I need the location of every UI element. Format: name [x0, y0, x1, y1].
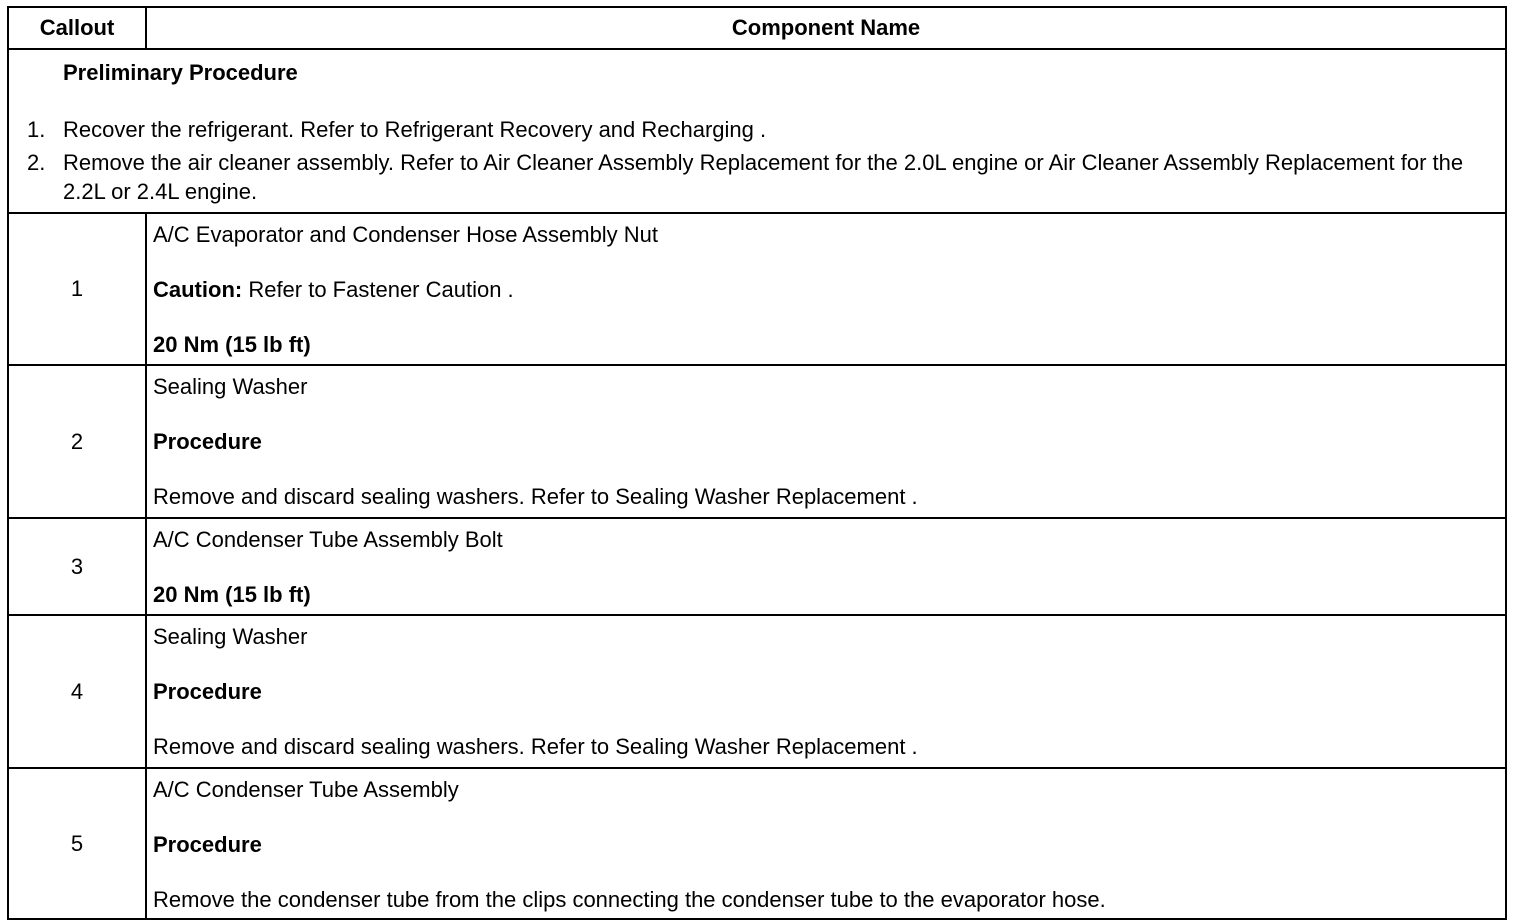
table-row: [8, 213, 1506, 365]
component-name: Sealing Washer: [153, 374, 308, 399]
callout-number: 3: [8, 518, 146, 615]
component-name: Sealing Washer: [153, 624, 308, 649]
caution-note: [153, 277, 1499, 303]
step-number: 2.: [27, 150, 46, 175]
component-name-header: Component Name: [146, 7, 1506, 49]
component-name: A/C Condenser Tube Assembly: [153, 777, 459, 802]
preliminary-steps: [19, 115, 1495, 206]
caution-label: Caution:: [153, 277, 243, 302]
component-name: A/C Evaporator and Condenser Hose Assembly Nut: [153, 222, 659, 247]
procedure-text: Remove the condenser tube from the clips connecting the condenser tube to the evaporator hose.: [153, 887, 1106, 912]
callout-number: 2: [8, 365, 146, 518]
component-cell: [146, 518, 1506, 615]
procedure-label: Procedure: [153, 679, 262, 704]
table-header-row: [8, 7, 1506, 49]
procedure-label: Procedure: [153, 832, 262, 857]
procedure-text: Remove and discard sealing washers. Refer to Sealing Washer Replacement .: [153, 484, 918, 509]
preliminary-cell: [8, 49, 1506, 213]
step-number: 1.: [27, 117, 46, 142]
step-text: Remove the air cleaner assembly. Refer to Air Cleaner Assembly Replacement for the 2.0L engine or Air Cleaner Assembly Replacement for the 2.2L or 2.4L engine.: [63, 150, 1464, 204]
step-text: Recover the refrigerant. Refer to Refrigerant Recovery and Recharging .: [63, 117, 767, 142]
component-cell: [146, 365, 1506, 518]
preliminary-step: [19, 148, 1495, 206]
callout-number: 1: [8, 213, 146, 365]
callout-header: Callout: [8, 7, 146, 49]
caution-text: Refer to Fastener Caution .: [242, 277, 514, 302]
component-cell: [146, 213, 1506, 365]
torque-spec: 20 Nm (15 lb ft): [153, 332, 311, 357]
component-cell: [146, 768, 1506, 919]
callout-number: 5: [8, 768, 146, 919]
procedure-label: Procedure: [153, 429, 262, 454]
table-row: [8, 615, 1506, 768]
procedure-text: Remove and discard sealing washers. Refer to Sealing Washer Replacement .: [153, 734, 918, 759]
table-row: [8, 518, 1506, 615]
table-row: [8, 365, 1506, 518]
torque-spec: 20 Nm (15 lb ft): [153, 582, 311, 607]
preliminary-title: Preliminary Procedure: [63, 60, 298, 85]
callout-number: 4: [8, 615, 146, 768]
table-row: [8, 768, 1506, 919]
component-name: A/C Condenser Tube Assembly Bolt: [153, 527, 503, 552]
component-table: [7, 6, 1507, 920]
component-cell: [146, 615, 1506, 768]
preliminary-step: [19, 115, 1495, 144]
preliminary-row: [8, 49, 1506, 213]
